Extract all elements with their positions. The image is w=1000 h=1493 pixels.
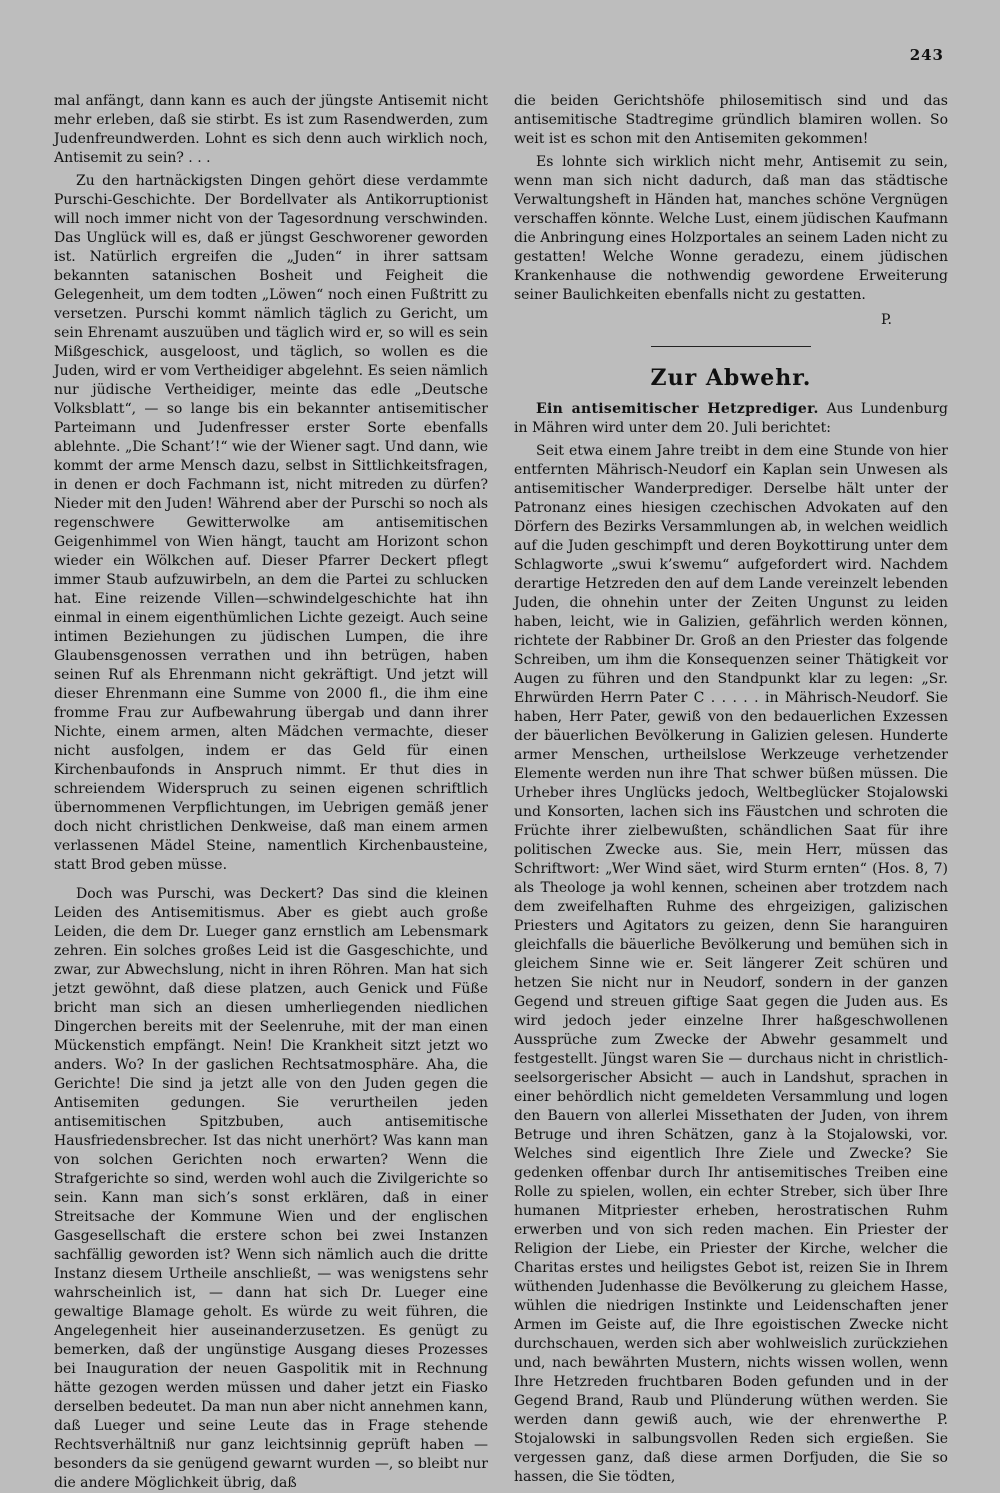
left-column — [54, 92, 488, 1493]
paragraph: die beiden Gerichtshöfe philosemitisch sind und das antisemitische Stadtregime gründlich blamiren wollen. So weit ist es schon mit den Antisemiten gekommen! — [514, 93, 948, 147]
author-signature: P. — [880, 312, 892, 328]
section-title: Zur Abwehr. — [650, 365, 812, 391]
article-dateline: Aus Lundenburg in Mähren wird unter dem 20. Juli berichtet: — [514, 401, 948, 436]
paragraph: Es lohnte sich wirklich nicht mehr, Antisemit zu sein, wenn man sich nicht dadurch, daß man das städtische Verwaltungsheft in Händen hat, manches schöne Vergnügen verschaffen könnte. Welche Lust, einem jüdischen Kaufmann die Anbringung eines Holzportales an seinem Laden nicht zu gestatten! Welche Wonne geradezu, einem jüdischen Krankenhause die nothwendig gewordene Erweiterung seiner Baulichkeiten ebenfalls nicht zu gestatten. — [514, 154, 948, 303]
right-column — [514, 92, 948, 1487]
section-divider — [651, 346, 811, 347]
paragraph: mal anfängt, dann kann es auch der jüngste Antisemit nicht mehr erleben, daß sie stirbt. Es ist zum Rasendwerden, zum Judenfreundwerden. Lohnt es sich denn auch wirklich noch, Antisemit zu sein? . . . — [54, 93, 488, 166]
page-number: 243 — [909, 46, 944, 64]
article-headline: Ein antisemitischer Hetzprediger. — [536, 401, 819, 417]
paragraph: Seit etwa einem Jahre treibt in dem eine Stunde von hier entfernten Mährisch-Neudorf ein Kaplan sein Unwesen als antisemitischer Wanderprediger. Derselbe hält unter der Patronanz eines hiesigen czechischen Advokaten auf den Dörfern des Bezirks Versammlungen ab, in welchen weidlich auf die Juden geschimpft und deren Boykottirung unter dem Schlagworte „swui k’swemu“ aufgefordert wird. Nachdem derartige Hetzreden den auf dem Lande vereinzelt lebenden Juden, die ohnehin unter der Zeiten Ungunst zu leiden haben, leicht, wie in Galizien, gefährlich werden können, richtete der Rabbiner Dr. Groß an den Priester das folgende Schreiben, um ihm die Konsequenzen seiner Thätigkeit vor Augen zu führen und den Standpunkt klar zu legen: „Sr. Ehrwürden Herrn Pater C . . . . . in Mährisch-Neudorf. Sie haben, Herr Pater, gewiß von den bedauerlichen Exzessen der bäuerlichen Bevölkerung in Galizien gelesen. Hunderte armer Menschen, urtheilslose Werkzeuge verhetzender Elemente werden nun ihre That schwer büßen müssen. Die Urheber ihres Unglücks jedoch, Weltbeglücker Stojalowski und Konsorten, lachen sich ins Fäustchen und schroten die Früchte ihrer zielbewußten, schändlichen Saat für ihre politischen Zwecke aus. Sie, mein Herr, müssen das Schriftwort: „Wer Wind säet, wird Sturm ernten“ (Hos. 8, 7) als Theologe ja wohl kennen, scheinen aber trotzdem nach dem zweifelhaften Ruhme des ehrgeizigen, galizischen Priesters und Agitators zu geizen, denn Sie haranguiren gleichfalls die bäuerliche Bevölkerung und bemühen sich in gleichem Sinne wie er. Seit längerer Zeit schüren und hetzen Sie nicht nur in Neudorf, sondern in der ganzen Gegend und streuen giftige Saat gegen die Juden aus. Es wird jedoch jeder einzelne Ihrer haßgeschwollenen Aussprüche zum Zwecke der Abwehr gesammelt und festgestellt. Jüngst waren Sie — durchaus nicht in christlich-seelsorgerischer Absicht — auch in Landshut, sprachen in einer behördlich nicht gemeldeten Versammlung und logen den Bauern von allerlei Missethaten der Juden, von ihrem Betruge und ihren Schätzen, ganz à la Stojalowski, vor. Welches sind eigentlich Ihre Ziele und Zwecke? Sie gedenken offenbar durch Ihr antisemitisches Treiben eine Rolle zu spielen, wollen, ein echter Streber, sich über Ihre humanen Mitpriester erheben, herostratischen Ruhm erwerben und von sich reden machen. Ein Priester der Religion der Liebe, ein Priester der Kirche, welcher die Charitas erstes und heiligstes Gebot ist, reizen Sie in Ihrem wüthenden Judenhasse die Bevölkerung zu gleichem Hasse, wühlen die niedrigen Instinkte und Leidenschaften jener Armen im Geiste auf, die Ihre egoistischen Zwecke nicht durchschauen, werden sich aber wohlweislich zurückziehen und, nach bewährten Mustern, nichts wissen wollen, wenn Ihre Hetzreden fruchtbaren Boden gefunden und in der Gegend Brand, Raub und Plünderung wüthen werden. Sie werden dann gewiß auch, wie der ehrenwerthe P. Stojalowski in salbungsvollen Reden sich ergießen. Sie vergessen ganz, daß diese armen Dorfjuden, die Sie so hassen, die Sie tödten, — [514, 443, 948, 1485]
paragraph: Zu den hartnäckigsten Dingen gehört diese verdammte Purschi-Geschichte. Der Bordellvater als Antikorruptionist will noch immer nicht von der Tagesordnung verschwinden. Das Unglück will es, daß er jüngst Geschworener geworden ist. Natürlich ergreifen die „Juden“ in ihrer sattsam bekannten satanischen Bosheit und Feigheit die Gelegenheit, um dem todten „Löwen“ noch einen Fußtritt zu versetzen. Purschi kommt nämlich täglich zu Gericht, um sein Ehrenamt auszuüben und täglich wird er, so will es sein Mißgeschick, ausgeloost, und täglich, so wollen es die Juden, wird er vom Vertheidiger abgelehnt. Es seien nämlich nur jüdische Vertheidiger, meinte das edle „Deutsche Volksblatt“, — so lange bis ein bekannter antisemitischer Parteimann und Judenfresser erster Sorte ebenfalls ablehnte. „Die Schant’!“ wie der Wiener sagt. Und dann, wie kommt der arme Mensch dazu, selbst in Sittlichkeitsfragen, in denen er doch Fachmann ist, nicht mitreden zu dürfen? Nieder mit den Juden! Während aber der Purschi so noch als regenschwere Gewitterwolke am antisemitischen Geigenhimmel von Wien hängt, taucht am Horizont schon wieder ein Wölkchen auf. Dieser Pfarrer Deckert pflegt immer Staub aufzuwirbeln, an dem die Partei zu schlucken hat. Eine reizende Villen—schwindelgeschichte hat ihn einmal in einem eigenthümlichen Lichte gezeigt. Auch seine intimen Beziehungen zu jüdischen Lumpen, die ihre Glaubensgenossen verrathen und ihn betrügen, haben seinen Ruf als Ehrenmann nicht gekräftigt. Und jetzt will dieser Ehrenmann eine Summe von 2000 fl., die ihm eine fromme Frau zur Aufbewahrung übergab und dann ihrer Nichte, einem armen, alten Mädchen vermachte, dieser nicht ausfolgen, indem er das Geld für einen Kirchenbaufonds in Anspruch nimmt. Er thut dies in schreiendem Widerspruch zu seinen eigenen schriftlich übernommenen Verpflichtungen, im Uebrigen gemäß jener doch nicht christlichen Denkweise, daß man einem armen verlassenen Mädel Steine, namentlich Kirchenbausteine, statt Brod geben müsse. — [54, 173, 488, 873]
paragraph: Doch was Purschi, was Deckert? Das sind die kleinen Leiden des Antisemitismus. Aber es giebt auch große Leiden, die dem Dr. Lueger ganz ernstlich am Lebensmark zehren. Ein solches großes Leid ist die Gasgeschichte, und zwar, zur Abwechslung, nicht in ihren Röhren. Man hat sich jetzt gewöhnt, daß diese platzen, auch Genick und Füße bricht man sich an diesen umherliegenden niedlichen Dingerchen bereits mit der Seelenruhe, mit der man einen Mückenstich empfängt. Nein! Die Krankheit sitzt jetzt wo anders. Wo? In der gaslichen Rechtsatmosphäre. Aha, die Gerichte! Die sind ja jetzt alle von den Juden gegen die Antisemiten gedungen. Sie verurtheilen jeden antisemitischen Spitzbuben, auch antisemitische Hausfriedensbrecher. Ist das nicht unerhört? Was kann man von solchen Gerichten noch erwarten? Wenn die Strafgerichte so sind, werden wohl auch die Zivilgerichte so sein. Kann man sich’s sonst erklären, daß in einer Streitsache der Kommune Wien und der englischen Gasgesellschaft die erstere schon bei zwei Instanzen sachfällig geworden ist? Wenn sich nämlich auch die dritte Instanz diesem Urtheile anschließt, — was wenigstens sehr wahrscheinlich ist, — dann hat sich Dr. Lueger eine gewaltige Blamage geholt. Es würde zu weit führen, die Angelegenheit hier auseinanderzusetzen. Es genügt zu bemerken, daß der ungünstige Ausgang dieses Prozesses bei Inauguration der neuen Gaspolitik mit in Rechnung hätte gezogen werden müssen und daher jetzt ein Fiasko derselben bedeutet. Da man nun aber nicht annehmen kann, daß Lueger und seine Leute das in Frage stehende Rechtsverhältniß nur ganz leichtsinnig geprüft haben — besonders da sie genügend gewarnt wurden —, so bleibt nur die andere Möglichkeit übrig, daß — [54, 886, 488, 1491]
article-intro — [514, 400, 948, 438]
